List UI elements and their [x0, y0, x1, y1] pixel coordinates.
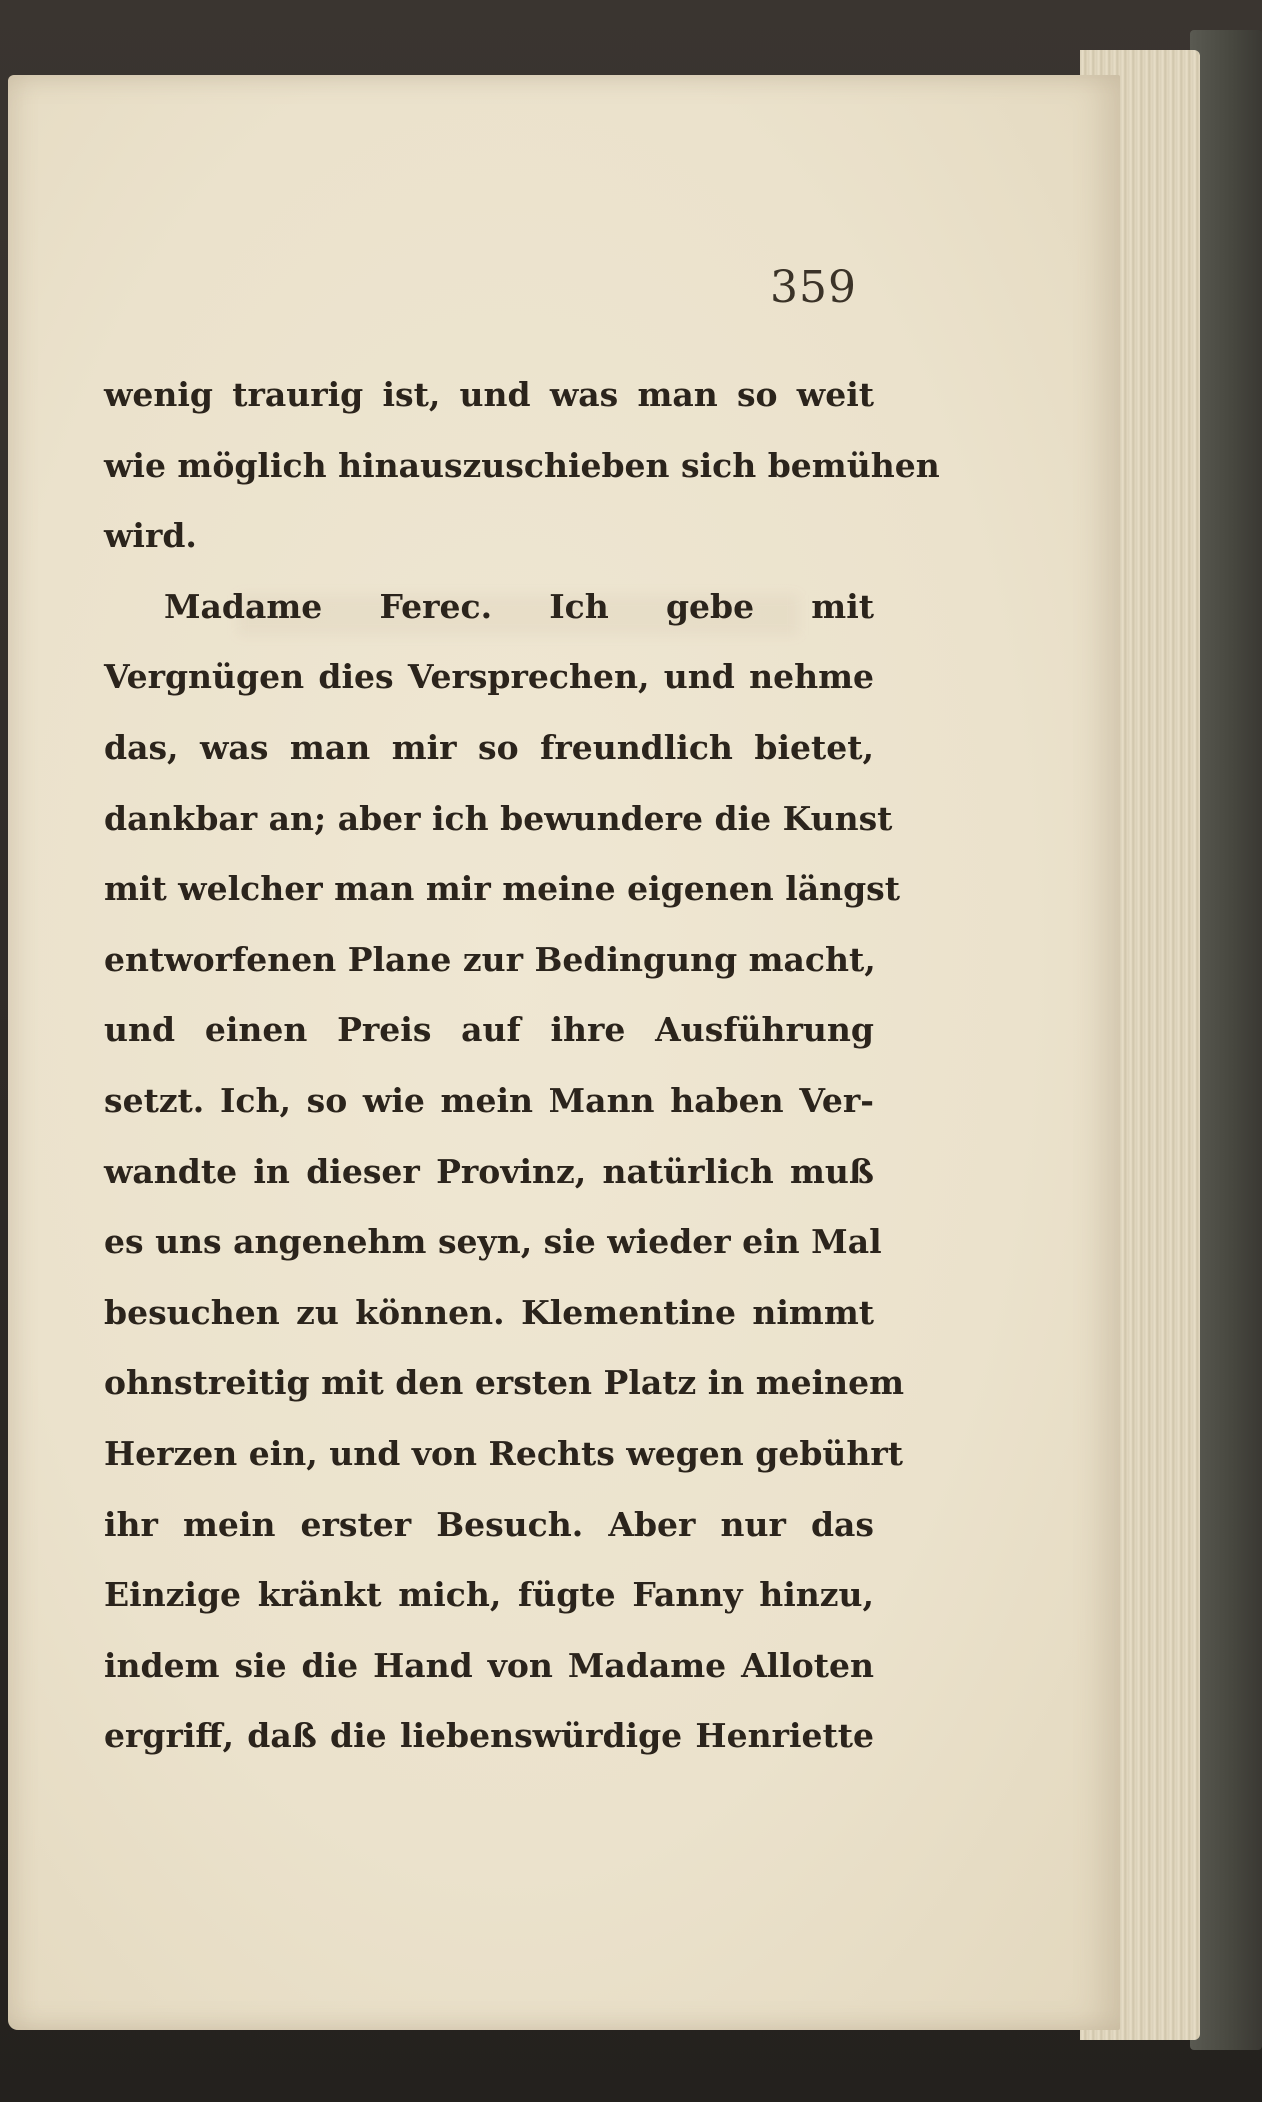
text-line: mit welcher man mir meine eigenen längst — [104, 869, 900, 909]
text-line: Einzige kränkt mich, fügte Fanny hinzu, — [104, 1575, 874, 1615]
text-line: Madame Ferec. Ich gebe mit — [164, 586, 874, 626]
text-line: das, was man mir so freundlich bietet, — [104, 727, 874, 767]
page-number: 359 — [770, 262, 857, 313]
text-line: wandte in dieser Provinz, natürlich muß — [104, 1151, 874, 1191]
text-line: Vergnügen dies Versprechen, und nehme — [104, 657, 874, 697]
text-line: wenig traurig ist, und was man so weit — [104, 375, 874, 414]
text-line: dankbar an; aber ich bewundere die Kunst — [104, 798, 893, 838]
text-line: setzt. Ich, so wie mein Mann haben Ver- — [104, 1080, 874, 1120]
text-line: entworfenen Plane zur Bedingung macht, — [104, 939, 876, 979]
text-line: wie möglich hinauszuschieben sich bemühen — [104, 445, 940, 485]
book-cover-edge — [1190, 30, 1262, 2050]
text-line: Herzen ein, und von Rechts wegen gebührt — [104, 1433, 904, 1473]
page-body — [104, 360, 940, 1772]
text-line: ergriff, daß die liebenswürdige Henriette — [104, 1716, 874, 1756]
text-line: und einen Preis auf ihre Ausführung — [104, 1010, 874, 1050]
text-line: ohnstreitig mit den ersten Platz in meinem — [104, 1363, 905, 1403]
text-line: wird. — [104, 516, 197, 556]
text-line: ihr mein erster Besuch. Aber nur das — [104, 1504, 874, 1544]
text-line: indem sie die Hand von Madame Alloten — [104, 1645, 874, 1685]
text-line: besuchen zu können. Klementine nimmt — [104, 1292, 874, 1332]
text-line: es uns angenehm seyn, sie wieder ein Mal — [104, 1222, 882, 1262]
